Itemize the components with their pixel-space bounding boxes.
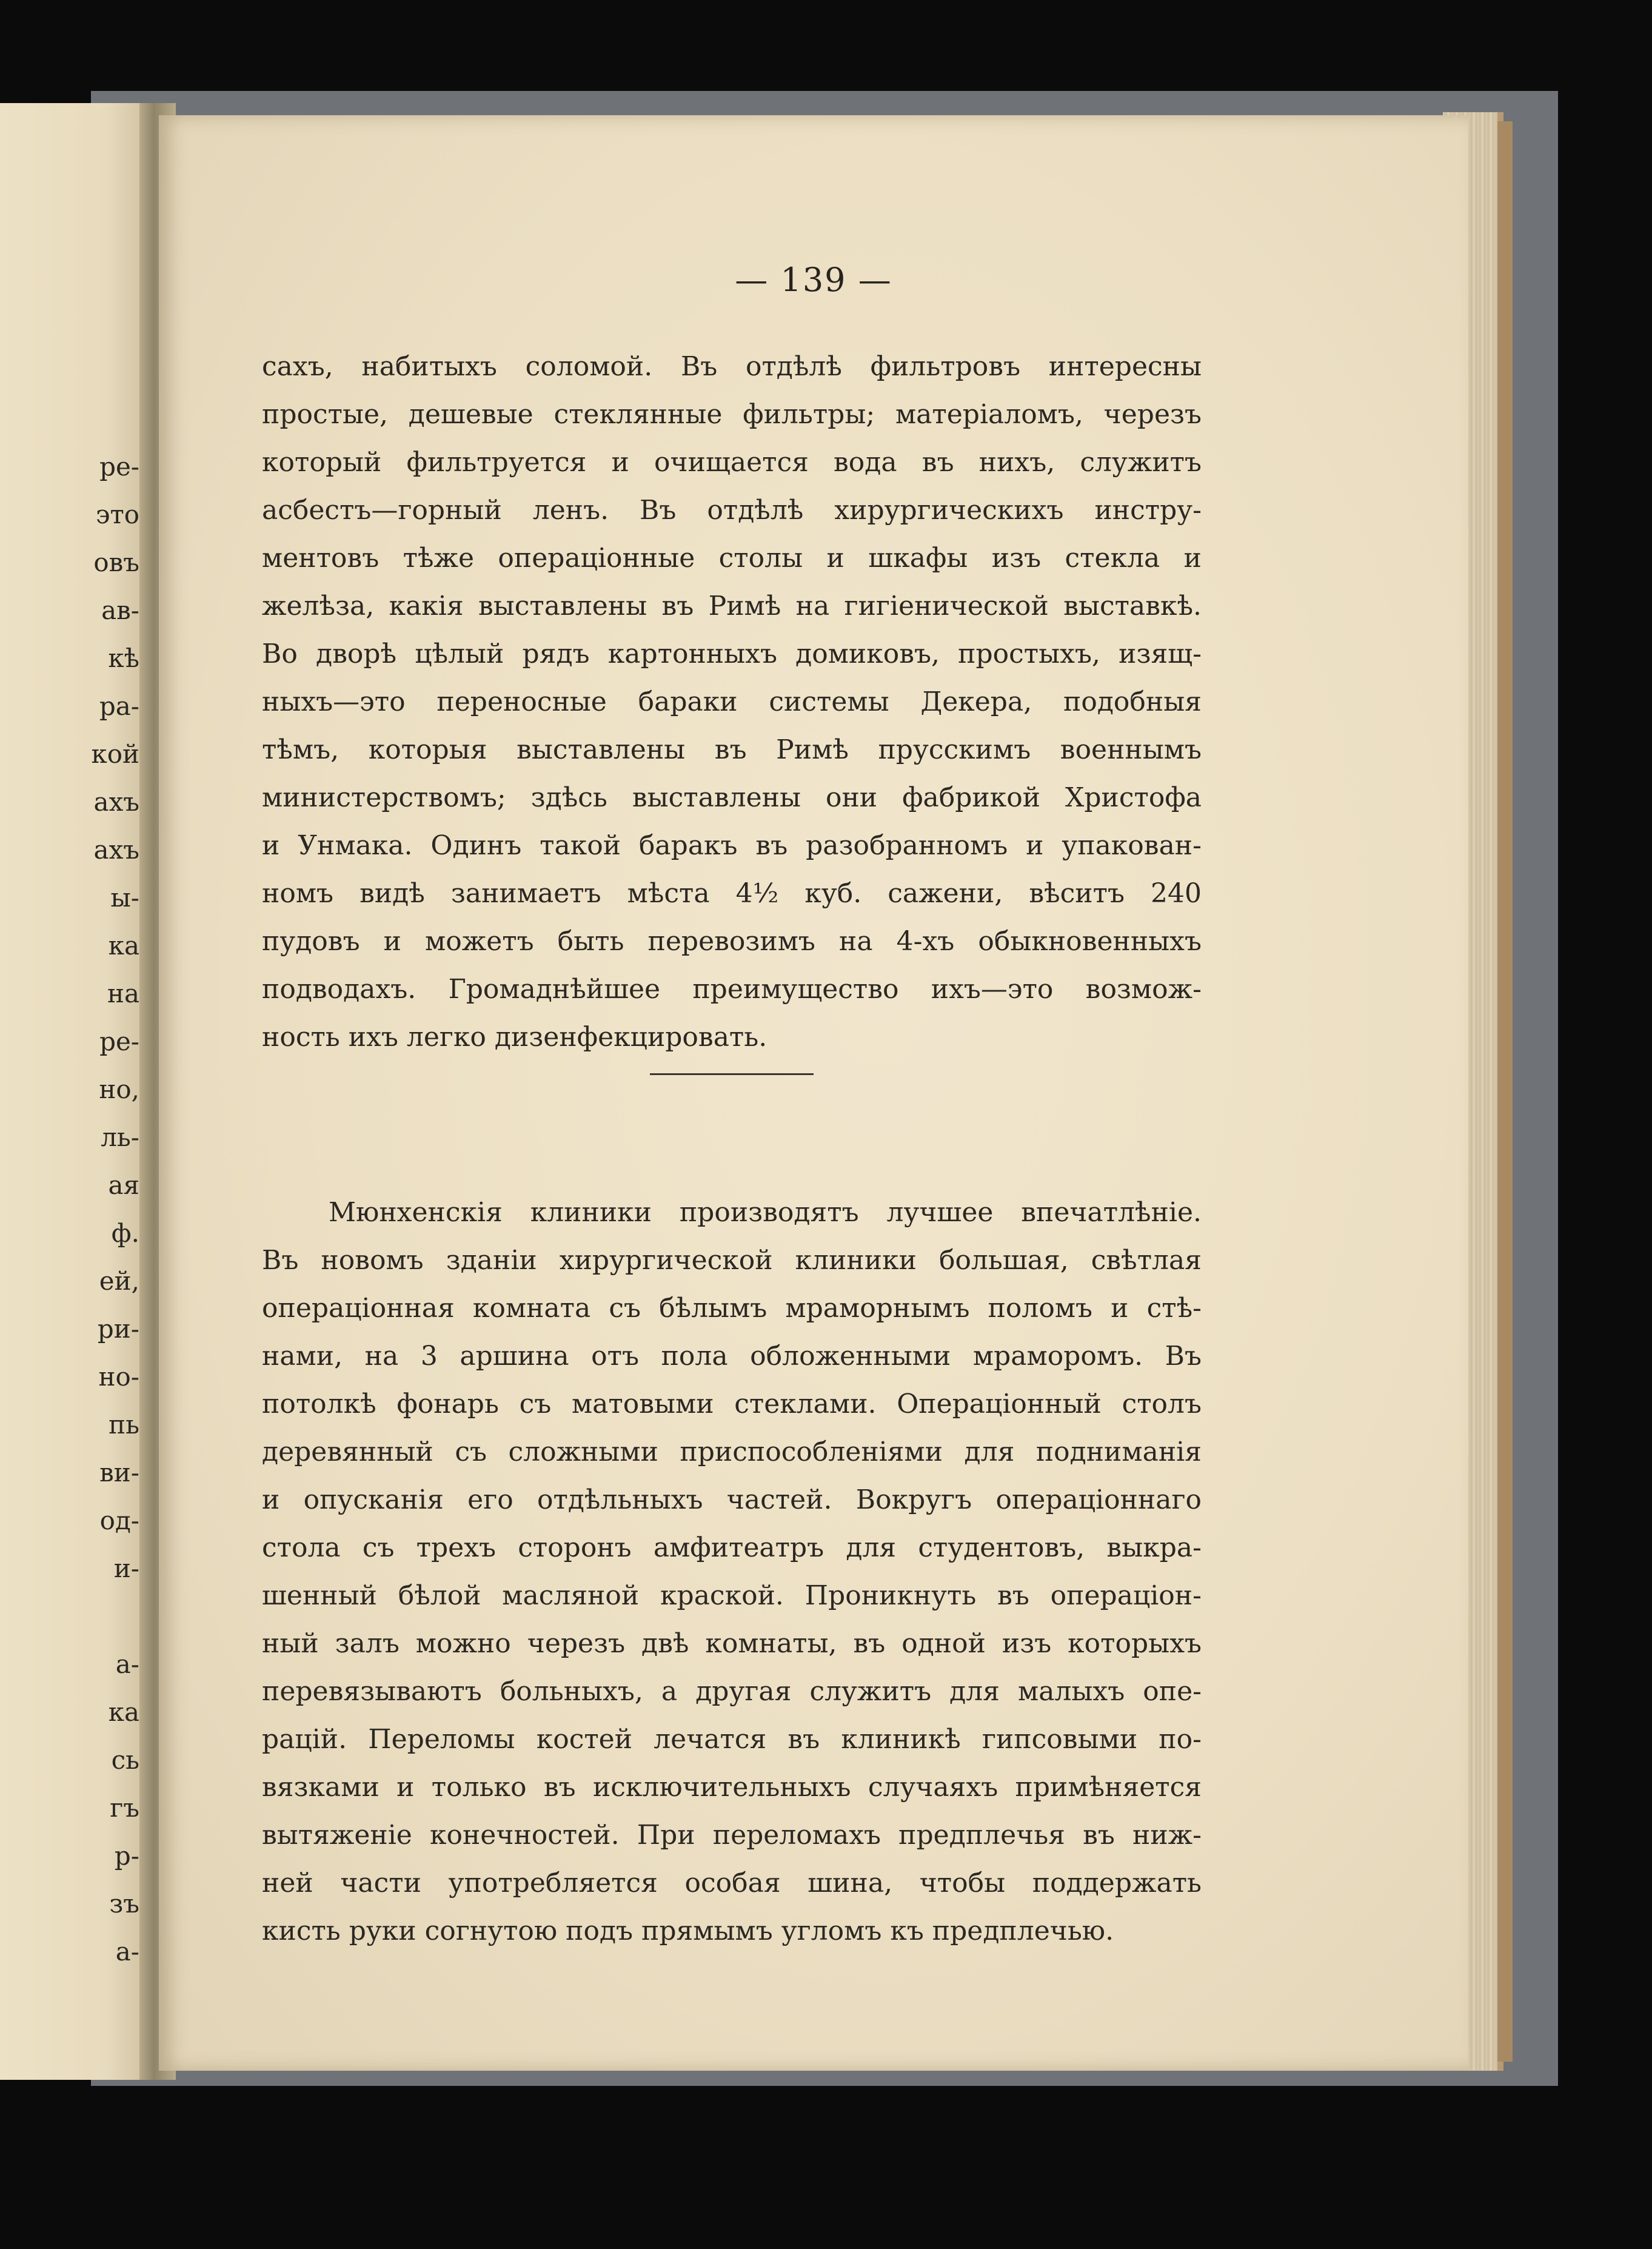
left-text-fragment: ра-: [99, 691, 139, 721]
left-text-fragment: од-: [99, 1506, 139, 1535]
left-text-fragment: ре-: [99, 1027, 139, 1056]
page-edges-shadow: [1497, 121, 1513, 2062]
text-line: стола съ трехъ сторонъ амфитеатръ для студентовъ, выкра-: [262, 1532, 1202, 1563]
text-line: и Унмака. Одинъ такой баракъ въ разобранномъ и упакован-: [262, 830, 1202, 861]
text-line: кисть руки согнутою подъ прямымъ угломъ къ предплечью.: [262, 1916, 1114, 1946]
left-text-fragment: на: [107, 979, 139, 1008]
text-line: сахъ, набитыхъ соломой. Въ отдѣлѣ фильтровъ интересны: [262, 351, 1202, 382]
left-page-text: [0, 443, 139, 1976]
text-line: перевязываютъ больныхъ, а другая служитъ для малыхъ опе-: [262, 1676, 1202, 1707]
left-text-fragment: ри-: [97, 1314, 139, 1344]
text-line: деревянный съ сложными приспособленіями для подниманія: [262, 1436, 1202, 1467]
text-line: простые, дешевые стеклянные фильтры; матеріаломъ, черезъ: [262, 399, 1202, 430]
text-line: желѣза, какія выставлены въ Римѣ на гигіенической выставкѣ.: [262, 591, 1202, 622]
text-line: номъ видѣ занимаетъ мѣста 4½ куб. сажени, вѣситъ 240: [262, 878, 1202, 909]
left-text-fragment: и-: [113, 1554, 139, 1583]
text-line: подводахъ. Громаднѣйшее преимущество ихъ—это возмож-: [262, 974, 1202, 1005]
section-divider: [650, 1073, 814, 1075]
left-text-fragment: зъ: [109, 1889, 139, 1919]
paragraph-1: [262, 343, 1202, 1061]
text-line: рацій. Переломы костей лечатся въ клиникѣ гипсовыми по-: [262, 1724, 1202, 1755]
text-line: пудовъ и можетъ быть перевозимъ на 4-хъ обыкновенныхъ: [262, 926, 1202, 957]
paragraph-2: [262, 1188, 1202, 1955]
text-line: Мюнхенскія клиники производятъ лучшее впечатлѣніе.: [329, 1197, 1202, 1228]
text-line: шенный бѣлой масляной краской. Проникнуть въ операціон-: [262, 1580, 1202, 1611]
left-text-fragment: ка: [108, 1697, 139, 1727]
text-line: потолкѣ фонарь съ матовыми стеклами. Операціонный столъ: [262, 1389, 1202, 1419]
left-text-fragment: ая: [108, 1170, 139, 1200]
left-text-fragment: кѣ: [108, 643, 139, 673]
text-line: ныхъ—это переносные бараки системы Декера, подобныя: [262, 686, 1202, 717]
left-text-fragment: но,: [99, 1074, 139, 1104]
text-line: Во дворѣ цѣлый рядъ картонныхъ домиковъ, простыхъ, изящ-: [262, 639, 1202, 669]
left-text-fragment: а-: [115, 1649, 139, 1679]
left-text-fragment: [0, 1592, 139, 1640]
text-line: Въ новомъ зданіи хирургической клиники большая, свѣтлая: [262, 1245, 1202, 1276]
text-line: министерствомъ; здѣсь выставлены они фабрикой Христофа: [262, 782, 1202, 813]
text-line: который фильтруется и очищается вода въ нихъ, служитъ: [262, 447, 1202, 478]
left-text-fragment: но-: [98, 1362, 139, 1392]
left-text-fragment: ви-: [99, 1458, 139, 1487]
left-text-fragment: ре-: [99, 452, 139, 481]
text-line: ментовъ тѣже операціонные столы и шкафы изъ стекла и: [262, 543, 1202, 574]
left-text-fragment: ахъ: [93, 835, 139, 865]
text-line: асбестъ—горный ленъ. Въ отдѣлѣ хирургическихъ инстру-: [262, 495, 1202, 526]
text-line: операціонная комната съ бѣлымъ мраморнымъ поломъ и стѣ-: [262, 1293, 1202, 1324]
left-text-fragment: ахъ: [93, 787, 139, 817]
left-text-fragment: а-: [115, 1937, 139, 1966]
right-page: [159, 115, 1468, 2071]
text-line: и опусканія его отдѣльныхъ частей. Вокругъ операціоннаго: [262, 1484, 1202, 1515]
text-line: вязками и только въ исключительныхъ случаяхъ примѣняется: [262, 1772, 1202, 1803]
left-text-fragment: это: [95, 500, 139, 529]
left-text-fragment: гъ: [110, 1793, 139, 1823]
left-text-fragment: ей,: [99, 1266, 139, 1296]
left-text-fragment: ль-: [101, 1122, 139, 1152]
left-text-fragment: овъ: [93, 548, 139, 577]
text-line: ность ихъ легко дизенфекцировать.: [262, 1022, 767, 1053]
text-line: нами, на 3 аршина отъ пола обложенными мраморомъ. Въ: [262, 1341, 1202, 1372]
left-text-fragment: ка: [108, 931, 139, 960]
text-line: вытяженіе конечностей. При переломахъ предплечья въ ниж-: [262, 1820, 1202, 1851]
left-text-fragment: ы-: [110, 883, 139, 913]
left-text-fragment: ав-: [101, 595, 139, 625]
left-text-fragment: р-: [114, 1841, 139, 1871]
left-text-fragment: сь: [111, 1745, 139, 1775]
left-page: [0, 103, 152, 2080]
text-line: ней части употребляется особая шина, чтобы поддержать: [262, 1868, 1202, 1899]
text-line: ный залъ можно черезъ двѣ комнаты, въ одной изъ которыхъ: [262, 1628, 1202, 1659]
page-number: — 139 —: [735, 261, 892, 299]
left-text-fragment: пь: [109, 1410, 139, 1440]
left-text-fragment: кой: [91, 739, 139, 769]
text-line: тѣмъ, которыя выставлены въ Римѣ прусскимъ военнымъ: [262, 734, 1202, 765]
left-text-fragment: ф.: [111, 1218, 139, 1248]
